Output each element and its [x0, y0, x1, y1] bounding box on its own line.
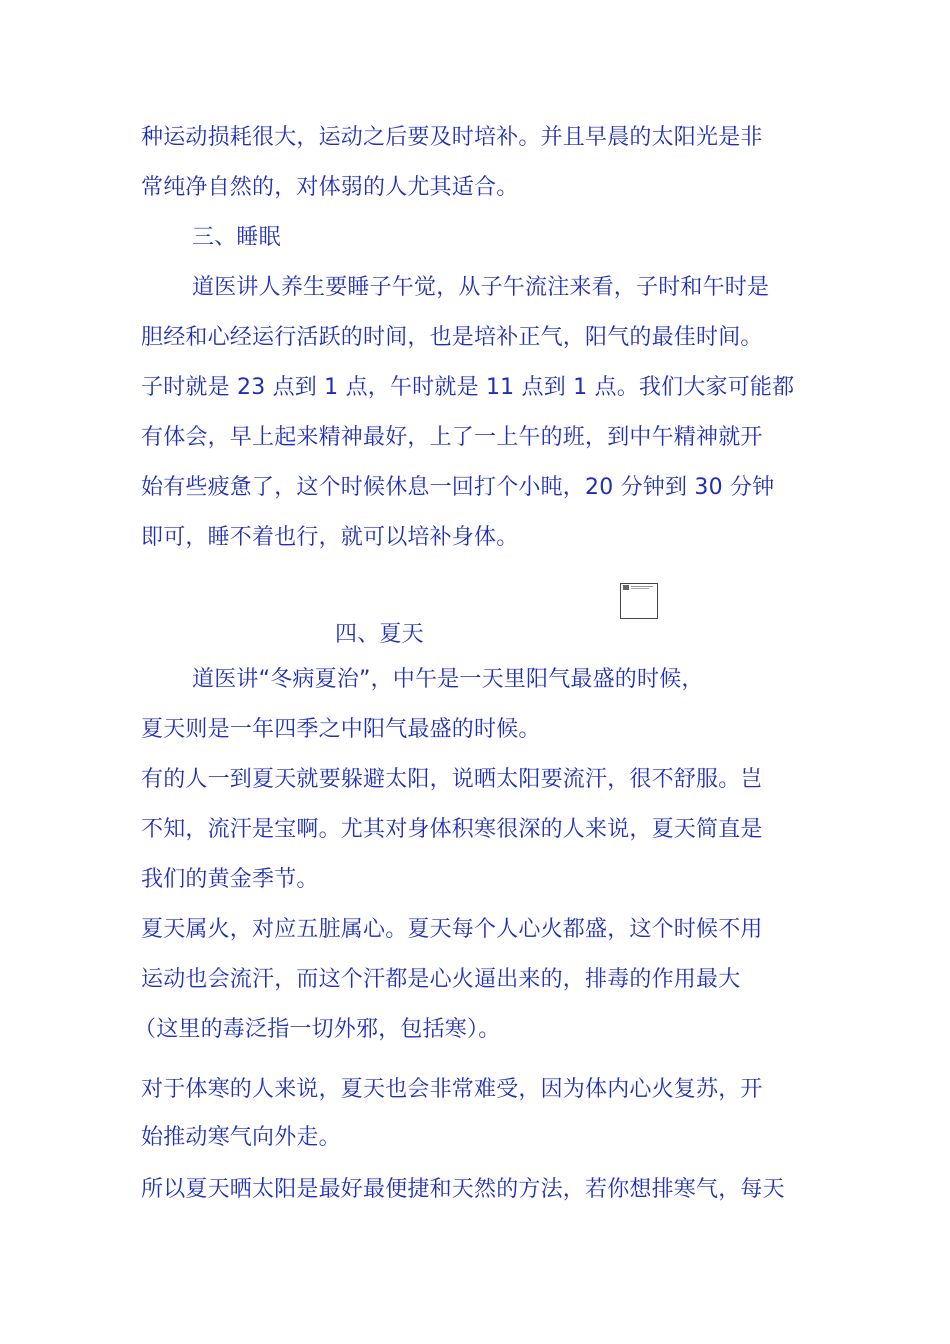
paragraph-line: 始有些疲惫了，这个时候休息一回打个小盹，20 分钟到 30 分钟: [141, 475, 775, 500]
paragraph-line: 常纯净自然的，对体弱的人尤其适合。: [141, 175, 519, 200]
paragraph-line: （这里的毒泛指一切外邪，包括寒）。: [134, 1017, 501, 1042]
section-heading-summer: 四、夏天: [335, 622, 424, 647]
paragraph-line: 即可，睡不着也行，就可以培补身体。: [141, 525, 519, 550]
paragraph-line: 道医讲“冬病夏治”，中午是一天里阳气最盛的时候，: [192, 667, 704, 692]
embedded-image-thumbnail: [620, 583, 658, 619]
paragraph-line: 我们的黄金季节。: [141, 867, 319, 892]
paragraph-line: 子时就是 23 点到 1 点，午时就是 11 点到 1 点。我们大家可能都: [141, 375, 795, 400]
paragraph-line: 道医讲人养生要睡子午觉，从子午流注来看，子时和午时是: [192, 275, 770, 300]
paragraph-line: 运动也会流汗，而这个汗都是心火逼出来的，排毒的作用最大: [141, 967, 741, 992]
paragraph-line: 种运动损耗很大，运动之后要及时培补。并且早晨的太阳光是非: [141, 125, 763, 150]
paragraph-line: 不知，流汗是宝啊。尤其对身体积寒很深的人来说，夏天简直是: [141, 817, 763, 842]
section-heading-sleep: 三、睡眠: [192, 225, 281, 250]
paragraph-line: 对于体寒的人来说，夏天也会非常难受，因为体内心火复苏，开: [141, 1077, 763, 1102]
paragraph-line: 夏天则是一年四季之中阳气最盛的时候。: [141, 717, 541, 742]
paragraph-line: 所以夏天晒太阳是最好最便捷和天然的方法，若你想排寒气，每天: [141, 1177, 785, 1202]
paragraph-line: 胆经和心经运行活跃的时间，也是培补正气，阳气的最佳时间。: [141, 325, 763, 350]
paragraph-line: 有体会，早上起来精神最好，上了一上午的班，到中午精神就开: [141, 425, 763, 450]
paragraph-line: 夏天属火，对应五脏属心。夏天每个人心火都盛，这个时候不用: [141, 917, 763, 942]
image-placeholder-icon: [623, 585, 655, 591]
paragraph-line: 始推动寒气向外走。: [141, 1125, 341, 1150]
paragraph-line: 有的人一到夏天就要躲避太阳，说晒太阳要流汗，很不舒服。岂: [141, 767, 763, 792]
